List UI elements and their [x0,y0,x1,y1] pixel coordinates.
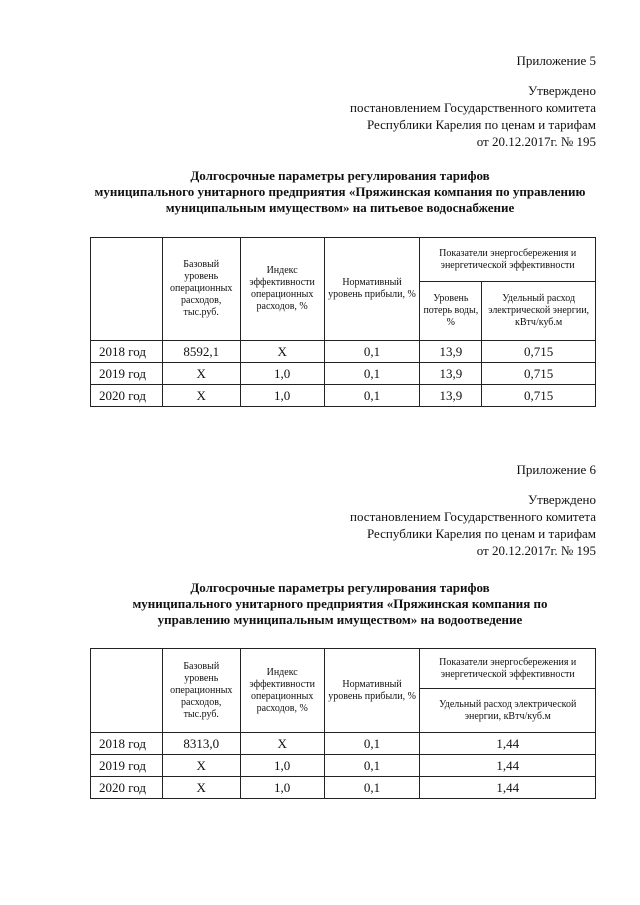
index-cell: 1,0 [240,755,324,777]
profit-cell: 0,1 [324,777,420,799]
year-cell: 2019 год [91,755,163,777]
profit-cell: 0,1 [324,341,420,363]
appendix-number: Приложение 6 [516,462,596,477]
table-title-6 [60,580,620,628]
title-line: Долгосрочные параметры регулирования тарифов [190,168,490,183]
header-profit-level: Нормативный уровень прибыли, % [324,649,420,733]
profit-cell: 0,1 [324,385,420,407]
approved-label: Утверждено [527,492,596,507]
table-row [91,363,596,385]
title-line: муниципального унитарного предприятия «Пряжинская компания по управлению [94,184,586,199]
energy-cell: 0,715 [482,385,596,407]
index-cell: 1,0 [240,385,324,407]
index-cell: 1,0 [240,777,324,799]
approved-label: Утверждено [527,83,596,98]
year-cell: 2020 год [91,385,163,407]
header-efficiency-index: Индекс эффективности операционных расходов, % [240,238,324,341]
params-table-5 [90,237,596,407]
base-cell: Х [162,755,240,777]
base-cell: Х [162,385,240,407]
approval-line: постановлением Государственного комитета [350,509,596,524]
header-efficiency-index: Индекс эффективности операционных расходов, % [240,649,324,733]
base-cell: Х [162,363,240,385]
approval-date: от 20.12.2017г. № 195 [476,543,596,558]
index-cell: Х [240,341,324,363]
base-cell: 8592,1 [162,341,240,363]
year-cell: 2018 год [91,341,163,363]
year-cell: 2019 год [91,363,163,385]
base-cell: Х [162,777,240,799]
title-line: управлению муниципальным имуществом» на водоотведение [157,612,523,627]
table-row [91,385,596,407]
profit-cell: 0,1 [324,733,420,755]
approval-date: от 20.12.2017г. № 195 [476,134,596,149]
header-profit-level: Нормативный уровень прибыли, % [324,238,420,341]
energy-cell: 0,715 [482,341,596,363]
header-specific-consumption: Удельный расход электрической энергии, кВтч/куб.м [482,282,596,341]
base-cell: 8313,0 [162,733,240,755]
loss-cell: 13,9 [420,341,482,363]
approval-line: постановлением Государственного комитета [350,100,596,115]
approval-block-6 [350,461,596,559]
corner-cell [91,649,163,733]
params-table-6 [90,648,596,799]
title-line: Долгосрочные параметры регулирования тарифов [190,580,490,595]
table-row [91,755,596,777]
index-cell: 1,0 [240,363,324,385]
approval-line: Республики Карелия по ценам и тарифам [366,526,596,541]
title-line: муниципальным имуществом» на питьевое водоснабжение [165,200,515,215]
index-cell: Х [240,733,324,755]
header-energy-group: Показатели энергосбережения и энергетической эффективности [420,649,596,689]
profit-cell: 0,1 [324,363,420,385]
energy-cell: 1,44 [420,755,596,777]
year-cell: 2020 год [91,777,163,799]
corner-cell [91,238,163,341]
appendix-number: Приложение 5 [516,53,596,68]
profit-cell: 0,1 [324,755,420,777]
header-energy-group: Показатели энергосбережения и энергетической эффективности [420,238,596,282]
table-row [91,777,596,799]
energy-cell: 0,715 [482,363,596,385]
loss-cell: 13,9 [420,385,482,407]
title-line: муниципального унитарного предприятия «Пряжинская компания по [132,596,548,611]
table-title-5 [60,168,620,216]
header-water-loss: Уровень потерь воды, % [420,282,482,341]
table-row [91,341,596,363]
header-specific-consumption: Удельный расход электрической энергии, кВтч/куб.м [420,689,596,733]
approval-block-5 [350,52,596,150]
year-cell: 2018 год [91,733,163,755]
energy-cell: 1,44 [420,733,596,755]
table-row [91,733,596,755]
energy-cell: 1,44 [420,777,596,799]
approval-line: Республики Карелия по ценам и тарифам [366,117,596,132]
loss-cell: 13,9 [420,363,482,385]
header-base-level: Базовый уровень операционных расходов, тыс.руб. [162,649,240,733]
header-base-level: Базовый уровень операционных расходов, тыс.руб. [162,238,240,341]
